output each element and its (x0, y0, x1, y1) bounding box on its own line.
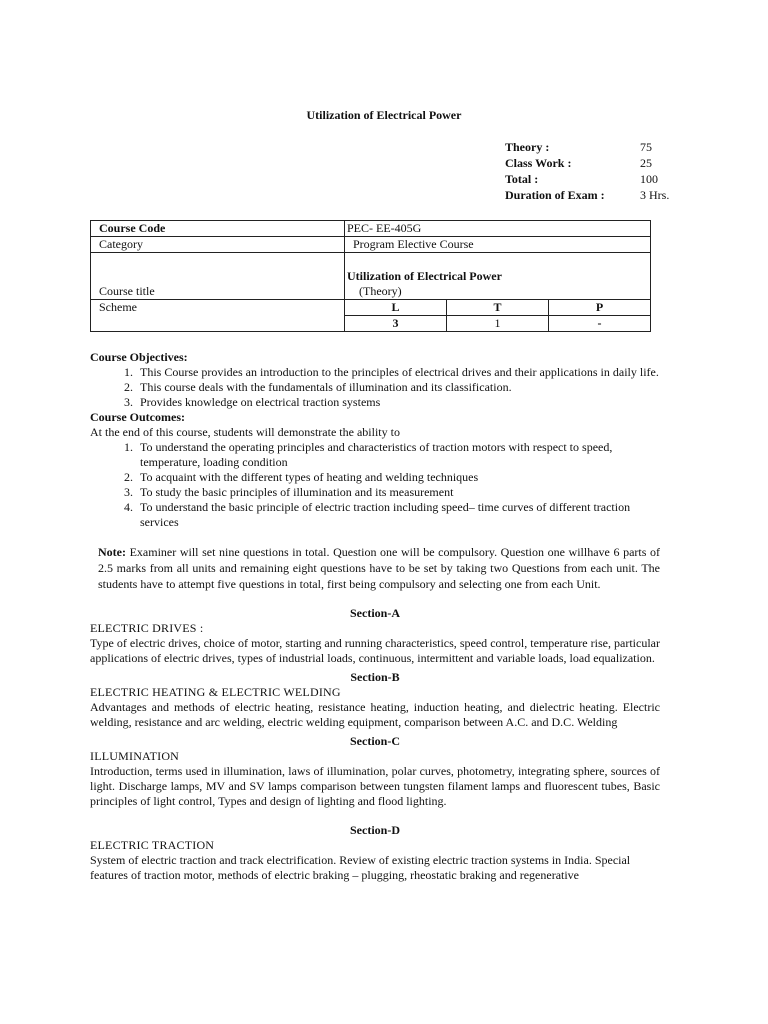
scheme-value-p: - (549, 316, 651, 332)
document-body (90, 350, 660, 883)
section-c-heading: Section-C (350, 734, 400, 748)
section-a-topic: ELECTRIC DRIVES : (90, 621, 204, 635)
note-text: Examiner will set nine questions in total. Question one will be compulsory. Question one willhave 6 parts of 2.5 marks from all units and remaining eight questions have to be set by taking two Questions from each unit. The students have to attempt five questions in total, first being compulsory and selecting one from each Unit. (98, 545, 660, 591)
course-code-value: PEC- EE-405G (345, 221, 651, 237)
list-item: 4. To understand the basic principle of electric traction including speed– time curves of different traction services (136, 500, 660, 530)
note-label: Note: (98, 545, 126, 559)
section-d-heading: Section-D (350, 823, 400, 837)
table-row (91, 253, 651, 300)
category-value: Program Elective Course (345, 237, 651, 253)
table-row (91, 300, 651, 316)
list-item: 3. To study the basic principles of illumination and its measurement (136, 485, 660, 500)
course-info-table (90, 220, 651, 332)
marks-value: 25 (640, 156, 652, 170)
scheme-label: Scheme (91, 300, 345, 332)
scheme-header-p: P (549, 300, 651, 316)
course-title-cell (345, 253, 651, 300)
category-label: Category (91, 237, 345, 253)
outcomes-list (90, 440, 660, 530)
course-code-label: Course Code (91, 221, 345, 237)
list-item: 1. This Course provides an introduction to the principles of electrical drives and their applications in daily life. (136, 365, 660, 380)
marks-value: 75 (640, 140, 652, 154)
marks-label: Total : (505, 172, 539, 186)
course-title-sub: (Theory) (359, 284, 402, 298)
section-b-topic: ELECTRIC HEATING & ELECTRIC WELDING (90, 685, 341, 699)
outcomes-intro: At the end of this course, students will demonstrate the ability to (90, 425, 400, 439)
list-item: 1. To understand the operating principles and characteristics of traction motors with respect to speed, temperature, loading condition (136, 440, 660, 470)
section-b-body: Advantages and methods of electric heating, resistance heating, induction heating, and dielectric heating. Electric welding, resistance and arc welding, electric welding equipment, comparison between A.C. and D.C. Welding (90, 700, 660, 729)
objectives-heading: Course Objectives: (90, 350, 188, 364)
marks-label: Class Work : (505, 156, 572, 170)
scheme-header-t: T (447, 300, 549, 316)
section-a-heading: Section-A (350, 606, 400, 620)
section-b-heading: Section-B (350, 670, 400, 684)
marks-label: Theory : (505, 140, 550, 154)
list-item: 2. To acquaint with the different types of heating and welding techniques (136, 470, 660, 485)
course-title-value: Utilization of Electrical Power (347, 269, 502, 283)
marks-label: Duration of Exam : (505, 188, 605, 202)
outcomes-heading: Course Outcomes: (90, 410, 185, 424)
marks-value: 3 Hrs. (640, 188, 670, 202)
objectives-list (90, 365, 660, 410)
table-row (91, 237, 651, 253)
section-a-body: Type of electric drives, choice of motor, starting and running characteristics, speed control, temperature rise, particular applications of electric drives, types of industrial loads, continuous, intermittent and variable loads, load equalization. (90, 636, 660, 665)
list-item: 2. This course deals with the fundamentals of illumination and its classification. (136, 380, 660, 395)
scheme-header-l: L (345, 300, 447, 316)
section-d-topic: ELECTRIC TRACTION (90, 838, 215, 852)
list-item: 3. Provides knowledge on electrical traction systems (136, 395, 660, 410)
section-d-body: System of electric traction and track electrification. Review of existing electric traction systems in India. Special features of traction motor, methods of electric braking – plugging, rheostatic braking and regenerative (90, 853, 631, 882)
table-row (91, 221, 651, 237)
scheme-value-l: 3 (345, 316, 447, 332)
marks-value: 100 (640, 172, 658, 186)
document-title: Utilization of Electrical Power (306, 108, 462, 122)
course-title-label: Course title (91, 253, 345, 300)
section-c-topic: ILLUMINATION (90, 749, 180, 763)
exam-note (98, 544, 660, 592)
section-c-body: Introduction, terms used in illumination, laws of illumination, polar curves, photometry, integrating sphere, sources of light. Discharge lamps, MV and SV lamps comparison between tungsten filament lamps and fluorescent tubes, Basic principles of light control, Types and design of lighting and flood lighting. (90, 764, 660, 808)
scheme-value-t: 1 (447, 316, 549, 332)
